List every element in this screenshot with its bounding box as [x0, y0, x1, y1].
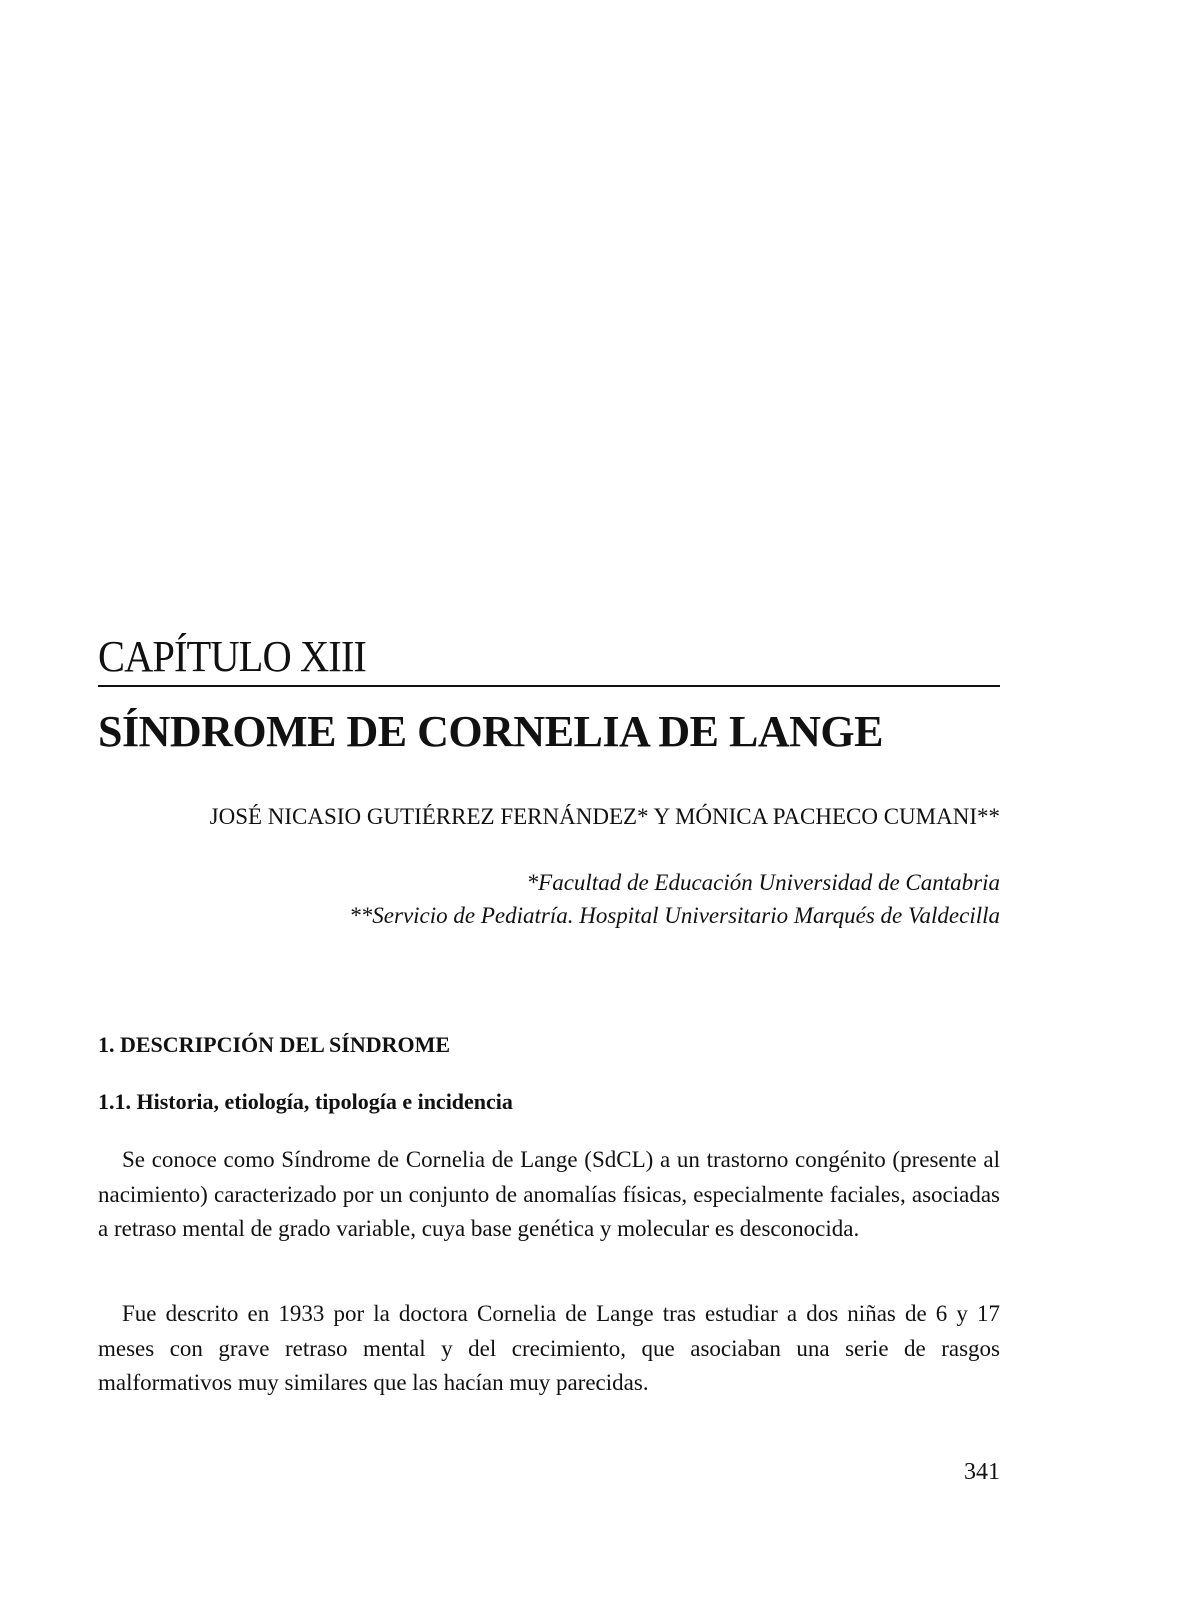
affiliation-faculty: *Facultad de Educación Universidad de Cantabria — [526, 870, 1000, 895]
chapter-title: SÍNDROME DE CORNELIA DE LANGE — [98, 707, 883, 756]
section-heading: 1. DESCRIPCIÓN DEL SÍNDROME — [98, 1032, 451, 1057]
chapter-label: CAPÍTULO XIII — [98, 632, 366, 681]
authors-line: JOSÉ NICASIO GUTIÉRREZ FERNÁNDEZ* Y MÓNICA PACHECO CUMANI** — [209, 804, 1000, 829]
affiliation-hospital: **Servicio de Pediatría. Hospital Universitario Marqués de Valdecilla — [349, 903, 1000, 928]
body-paragraph-2: Fue descrito en 1933 por la doctora Cornelia de Lange tras estudiar a dos niñas de 6 y 17 meses con grave retraso mental y del crecimiento, que asociaban una serie de rasgos malformativos muy similares que las hacían muy parecidas. — [98, 1301, 1000, 1395]
subsection-heading: 1.1. Historia, etiología, tipología e incidencia — [98, 1089, 513, 1114]
page-number: 341 — [964, 1459, 1000, 1485]
body-paragraph-1: Se conoce como Síndrome de Cornelia de Lange (SdCL) a un trastorno congénito (presente al nacimiento) caracterizado por un conjunto de anomalías físicas, especialmente faciales, asociadas a retraso mental de grado variable, cuya base genética y molecular es desconocida. — [98, 1147, 1000, 1241]
chapter-divider — [98, 685, 1000, 687]
